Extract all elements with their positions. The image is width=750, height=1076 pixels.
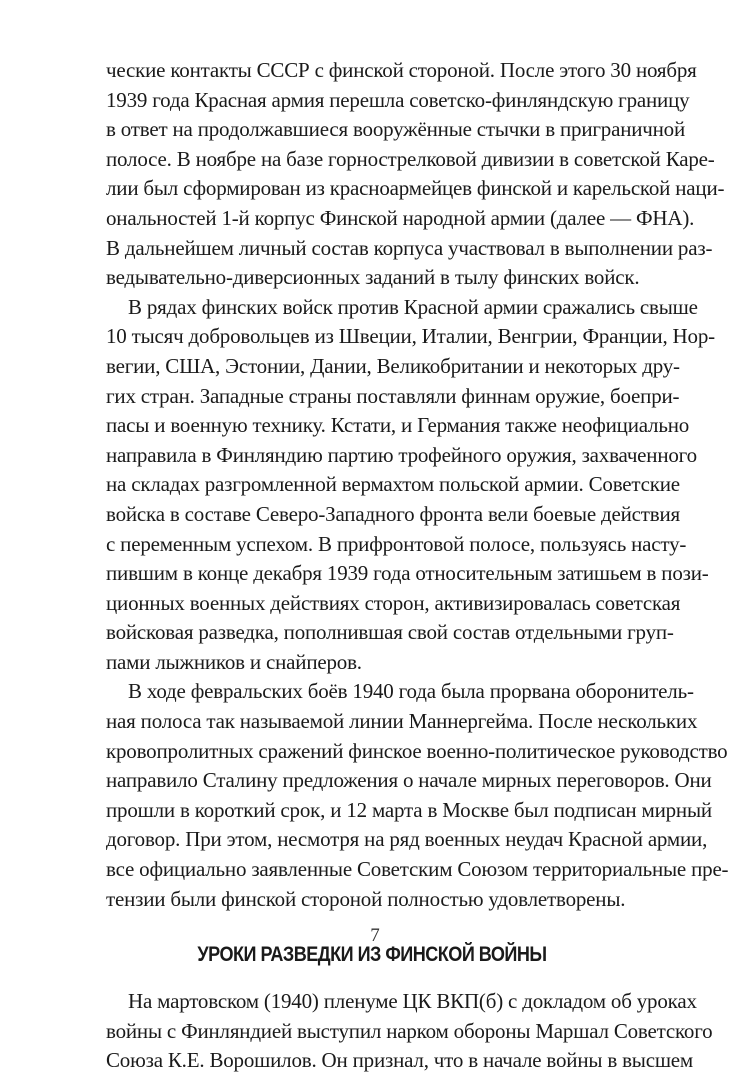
text-line: В дальнейшем личный состав корпуса участвовал в выполнении раз-: [106, 235, 713, 260]
text-line: пами лыжников и снайперов.: [106, 649, 362, 674]
text-line: полосе. В ноябре на базе горнострелковой дивизии в советской Каре-: [106, 146, 715, 171]
text-line: прошли в короткий срок, и 12 марта в Москве был подписан мирный: [106, 797, 712, 822]
text-line: ведывательно-диверсионных заданий в тылу финских войск.: [106, 265, 640, 290]
text-line: вегии, США, Эстонии, Дании, Великобритании и некоторых дру-: [106, 353, 680, 378]
text-line: войсковая разведка, пополнившая свой состав отдельными груп-: [106, 620, 674, 645]
text-line: пасы и военную технику. Кстати, и Германия также неофициально: [106, 413, 690, 438]
text-line: 1939 года Красная армия перешла советско-финляндскую границу: [106, 87, 690, 112]
text-line: ная полоса так называемой линии Маннергейма. После нескольких: [106, 709, 698, 734]
text-line: ционных военных действиях сторон, активизировалась советская: [106, 590, 681, 615]
paragraph-3: [106, 677, 729, 914]
text-line: лии был сформирован из красноармейцев финской и карельской наци-: [106, 176, 725, 201]
text-line: войска в составе Северо-Западного фронта вели боевые действия: [106, 501, 680, 526]
text-line: Союза К.Е. Ворошилов. Он признал, что в начале войны в высшем: [106, 1048, 694, 1073]
text-line: все официально заявленные Советским Союзом территориальные пре-: [106, 857, 729, 882]
text-line: ональностей 1-й корпус Финской народной армии (далее — ФНА).: [106, 205, 695, 230]
text-line: В рядах финских войск против Красной армии сражались свыше: [128, 294, 698, 319]
book-page: [106, 56, 729, 1076]
page-number: 7: [370, 925, 380, 946]
text-line: ческие контакты СССР с финской стороной. После этого 30 ноября: [106, 58, 697, 82]
text-line: направило Сталину предложения о начале мирных переговоров. Они: [106, 768, 712, 793]
text-line: с переменным успехом. В прифронтовой полосе, пользуясь насту-: [106, 531, 687, 556]
text-line: направила в Финляндию партию трофейного оружия, захваченного: [106, 442, 697, 467]
paragraph-1: [106, 56, 725, 293]
text-line: В ходе февральских боёв 1940 года была прорвана оборонитель-: [128, 679, 694, 704]
paragraph-2: [106, 293, 715, 678]
text-line: 10 тысяч добровольцев из Швеции, Италии, Венгрии, Франции, Нор-: [106, 324, 715, 349]
text-line: кровопролитных сражений финское военно-политическое руководство: [106, 738, 728, 763]
text-line: на складах разгромленной вермахтом польской армии. Советские: [106, 472, 680, 497]
paragraph-4: [106, 987, 713, 1076]
text-line: На мартовском (1940) пленуме ЦК ВКП(б) с докладом об уроках: [128, 989, 697, 1014]
section-heading: УРОКИ РАЗВЕДКИ ИЗ ФИНСКОЙ ВОЙНЫ: [197, 943, 547, 967]
text-line: пившим в конце декабря 1939 года относительным затишьем в пози-: [106, 561, 709, 586]
text-line: договор. При этом, несмотря на ряд военных неудач Красной армии,: [106, 827, 708, 852]
text-line: войны с Финляндией выступил нарком обороны Маршал Советского: [106, 1018, 713, 1043]
text-line: тензии были финской стороной полностью удовлетворены.: [106, 886, 626, 911]
text-line: гих стран. Западные страны поставляли финнам оружие, боепри-: [106, 383, 680, 408]
text-line: в ответ на продолжавшиеся вооружённые стычки в приграничной: [106, 117, 686, 142]
